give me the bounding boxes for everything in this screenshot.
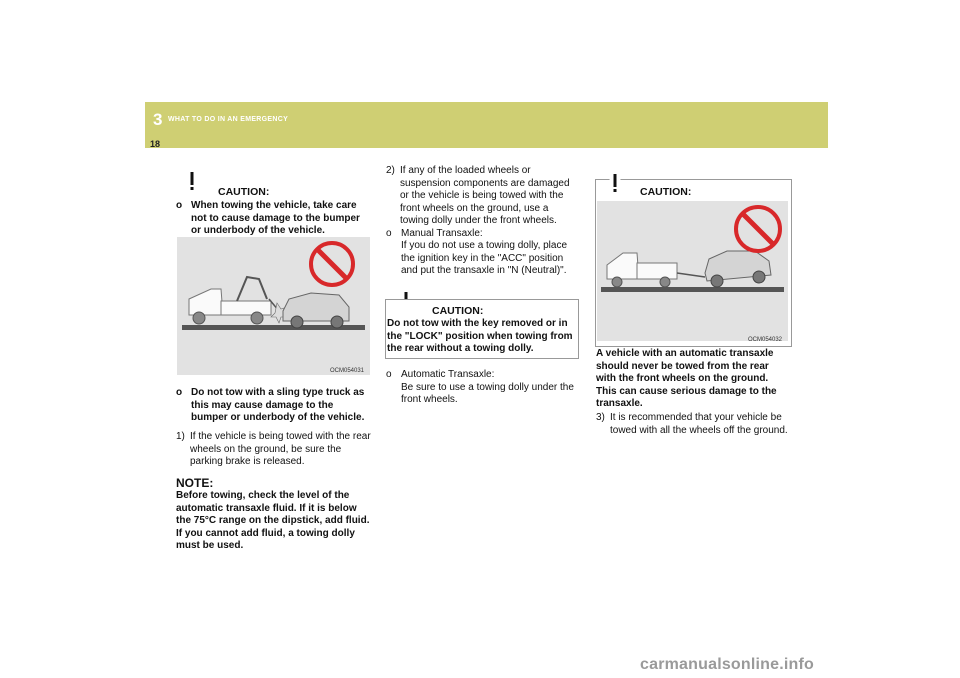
flatbed-tow-illustration [597,201,788,341]
bullet-mark: o [386,369,392,380]
sling-tow-drawing [177,237,370,375]
left-caution-bullet-1 [176,200,372,238]
left-note [176,476,372,553]
middle-auto-transaxle [386,369,574,407]
item-number: 3) [596,412,605,423]
item-number: 2) [386,165,395,176]
item-text: If the vehicle is being towed with the rear wheels on the ground, be sure the parking brake is released. [190,431,371,467]
bullet-mark: o [386,227,392,239]
bullet-mark: o [176,200,183,211]
chapter-number: 3 [153,110,163,129]
left-caution-title: CAUTION: [218,186,270,198]
note-text: Before towing, check the level of the automatic transaxle fluid. If it is below the 75°C range on the dipstick, add fluid. If you cannot add fluid, a towing dolly must be used. [176,490,370,551]
chapter-title: WHAT TO DO IN AN EMERGENCY [168,116,289,123]
flatbed-tow-drawing [597,201,788,341]
page-number: 18 [150,139,161,149]
item-number: 1) [176,431,185,442]
manual-transaxle-title: Manual Transaxle: [401,227,483,239]
left-item-1 [176,431,372,469]
right-image-code: OCM054032 [748,337,783,343]
middle-caution-title: CAUTION: [432,305,484,317]
sling-tow-illustration [177,237,370,375]
right-caution-title: CAUTION: [640,186,692,198]
middle-item-2 [386,165,574,278]
watermark-text: carmanualsonline.info [640,656,815,673]
item-text: It is recommended that your vehicle be towed with all the wheels off the ground. [610,412,788,436]
right-caution-text: A vehicle with an automatic transaxle should never be towed from the rear with the front wheels on the ground. This can cause serious damage to the transaxle. [596,348,777,409]
left-caution-bullet-2 [176,387,372,425]
item-text: If any of the loaded wheels or suspension components are damaged or the vehicle is being towed with the front wheels on the ground, use a towing dolly under the front wheels. [400,165,570,226]
auto-transaxle-title: Automatic Transaxle: [401,369,495,380]
warning-triangle-icon [601,168,629,196]
manual-transaxle-text: If you do not use a towing dolly, place the ignition key in the "ACC" position and put the transaxle in "N (Neutral)". [401,240,568,276]
bullet-text: When towing the vehicle, take care not to cause damage to the bumper or underbody of the vehicle. [191,200,360,236]
right-item-3 [596,412,790,437]
chapter-header-bar [145,102,828,148]
auto-transaxle-text: Be sure to use a towing dolly under the front wheels. [401,381,574,405]
warning-triangle-icon [178,166,206,194]
note-title: NOTE: [176,476,214,490]
bullet-text: Do not tow with a sling type truck as this may cause damage to the bumper or underbody of the vehicle. [191,387,365,423]
left-image-code: OCM054031 [330,368,365,374]
bullet-mark: o [176,387,183,398]
middle-caution-text: Do not tow with the key removed or in the "LOCK" position when towing from the rear without a towing dolly. [387,318,573,354]
